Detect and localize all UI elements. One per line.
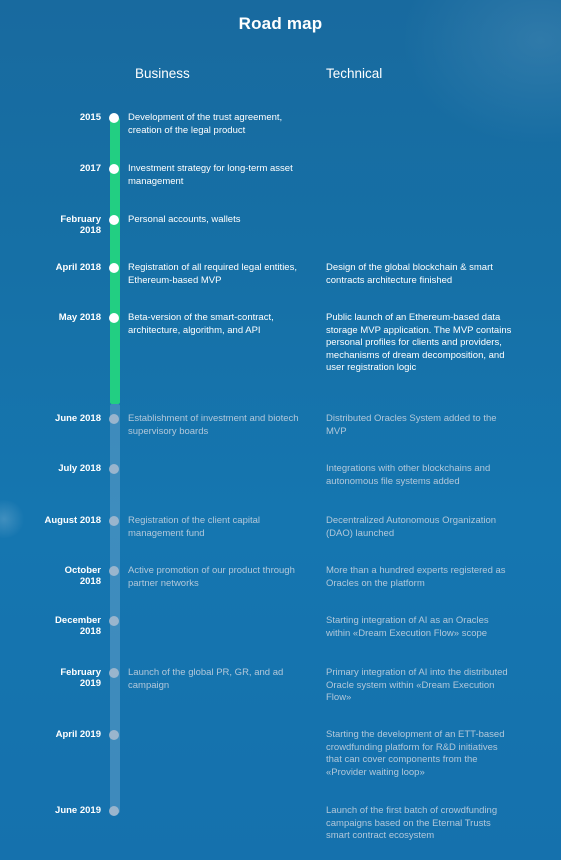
milestone-date: April 2019 [55,729,101,740]
milestone-date: April 2018 [55,262,101,273]
milestone-dot [109,516,119,526]
milestone-date: October 2018 [64,565,101,587]
milestone-dot [109,566,119,576]
milestone-technical-text: Starting the development of an ETT-based crowdfunding platform for R&D initiatives that can cover components from the «Provider waiting loop» [326,729,505,778]
milestone-business-text: Launch of the global PR, GR, and ad campaign [128,667,284,691]
milestone-business-text: Beta-version of the smart-contract, architecture, algorithm, and API [128,312,274,336]
milestone-technical-text: Distributed Oracles System added to the MVP [326,413,497,437]
milestone-dot [109,464,119,474]
technical-column-header: Technical [326,66,383,81]
milestone-technical-text: Launch of the first batch of crowdfunding campaigns based on the Eternal Trusts smart contract ecosystem [326,805,498,841]
milestone-date: February 2018 [60,214,101,236]
milestone-dot [109,616,119,626]
milestone-date: May 2018 [58,312,101,323]
milestone-technical-text: Public launch of an Ethereum-based data storage MVP application. The MVP contains personal profiles for clients and providers, mechanisms of dream decomposition, and user registration logic [326,312,512,373]
milestone-date: August 2018 [44,515,101,526]
milestone-business-text: Active promotion of our product through partner networks [128,565,295,589]
milestone-business-text: Registration of the client capital management fund [128,515,261,539]
milestone-date: June 2018 [55,413,101,424]
milestone-date: February 2019 [60,667,101,689]
milestone-dot [109,215,119,225]
milestone-dot [109,263,119,273]
milestone-date: July 2018 [58,463,101,474]
milestone-dot [109,313,119,323]
milestone-technical-text: Integrations with other blockchains and autonomous file systems added [326,463,491,487]
milestone-business-text: Investment strategy for long-term asset management [128,163,293,187]
milestone-dot [109,164,119,174]
milestone-date: 2015 [79,112,101,123]
milestone-technical-text: Primary integration of AI into the distributed Oracle system within «Dream Execution Flow» [326,667,508,703]
timeline-completed-bar [110,118,120,404]
milestone-business-text: Development of the trust agreement, creation of the legal product [128,112,283,136]
business-column-header: Business [135,66,190,81]
decorative-blob [0,500,26,538]
page-title: Road map [238,14,323,33]
milestone-technical-text: More than a hundred experts registered as Oracles on the platform [326,565,506,589]
milestone-date: December 2018 [55,615,101,637]
milestone-business-text: Registration of all required legal entities, Ethereum-based MVP [128,262,297,286]
milestone-dot [109,414,119,424]
milestone-dot [109,806,119,816]
milestone-technical-text: Design of the global blockchain & smart contracts architecture finished [326,262,493,286]
milestone-dot [109,113,119,123]
milestone-business-text: Establishment of investment and biotech supervisory boards [128,413,299,437]
milestone-dot [109,668,119,678]
milestone-technical-text: Starting integration of AI as an Oracles within «Dream Execution Flow» scope [326,615,489,639]
milestone-technical-text: Decentralized Autonomous Organization (DAO) launched [326,515,497,539]
milestone-date: 2017 [79,163,101,174]
milestone-date: June 2019 [55,805,101,816]
milestone-business-text: Personal accounts, wallets [128,214,241,225]
milestone-dot [109,730,119,740]
